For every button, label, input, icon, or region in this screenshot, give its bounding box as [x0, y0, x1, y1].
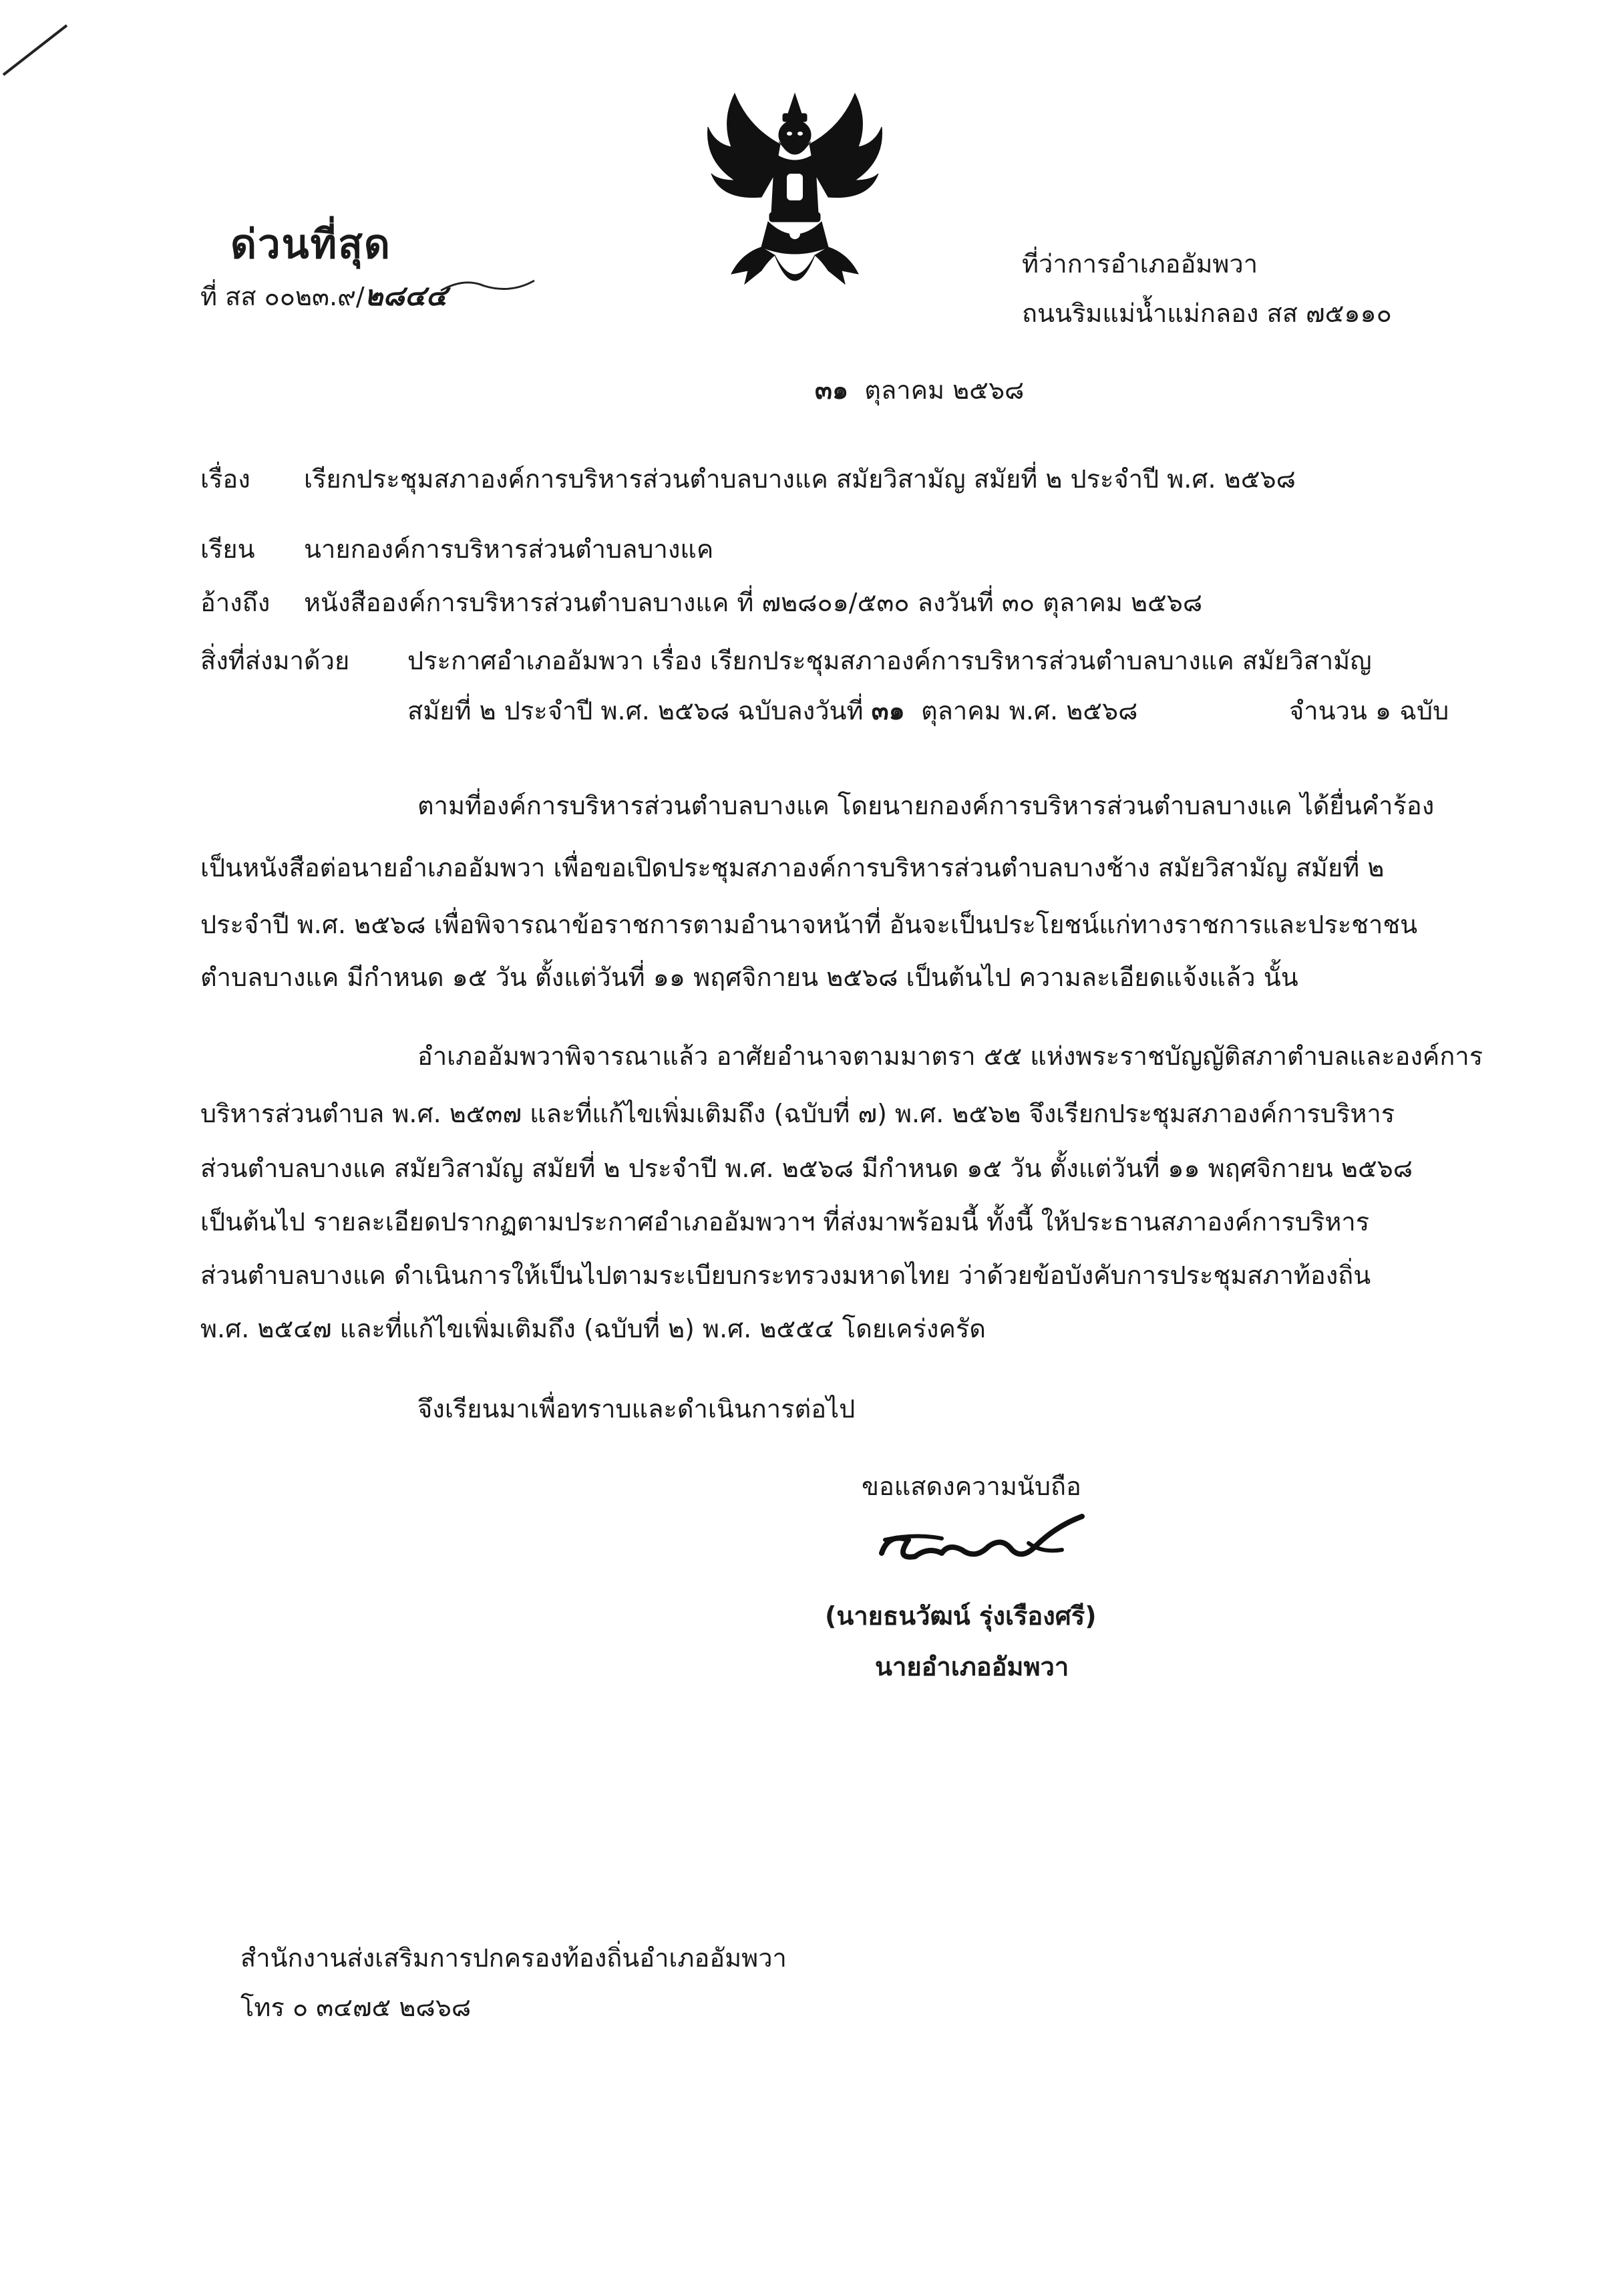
para2-line4: เป็นต้นไป รายละเอียดปรากฏตามประกาศอำเภออัมพวาฯ ที่ส่งมาพร้อมนี้ ทั้งนี้ ให้ประธานสภาองค์การบริหาร	[200, 1207, 1370, 1237]
reference-prefix: ที่ สส ๐๐๒๓.๙/	[200, 282, 365, 311]
para2-line6: พ.ศ. ๒๕๔๗ และที่แก้ไขเพิ่มเติมถึง (ฉบับที่ ๒) พ.ศ. ๒๕๕๔ โดยเคร่งครัด	[200, 1314, 986, 1343]
enclosure-day: ๓๑	[871, 696, 905, 725]
signer-title: นายอำเภออัมพวา	[875, 1652, 1069, 1681]
closing-regards: ขอแสดงความนับถือ	[862, 1472, 1081, 1501]
scan-mark	[0, 20, 73, 80]
reference-underline	[437, 274, 538, 294]
enclosure-count: จำนวน ๑ ฉบับ	[1289, 696, 1449, 725]
date-day: ๓๑	[815, 375, 849, 405]
recipient-label: เรียน	[200, 534, 255, 564]
office-name: ที่ว่าการอำเภออัมพวา	[1022, 249, 1258, 279]
letter-date	[815, 377, 1024, 403]
para2-line1: อำเภออัมพวาพิจารณาแล้ว อาศัยอำนาจตามมาตรา ๕๕ แห่งพระราชบัญญัติสภาตำบลและองค์การ	[417, 1041, 1483, 1071]
subject-text: เรียกประชุมสภาองค์การบริหารส่วนตำบลบางแค สมัยวิสามัญ สมัยที่ ๒ ประจำปี พ.ศ. ๒๕๖๘	[304, 464, 1296, 494]
para1-line3: ประจำปี พ.ศ. ๒๕๖๘ เพื่อพิจารณาข้อราชการตามอำนาจหน้าที่ อันจะเป็นประโยชน์แก่ทางราชการและประชาชน	[200, 910, 1418, 939]
recipient-text: นายกองค์การบริหารส่วนตำบลบางแค	[304, 534, 714, 564]
ref-text: หนังสือองค์การบริหารส่วนตำบลบางแค ที่ ๗๒๘๐๑/๕๓๐ ลงวันที่ ๓๐ ตุลาคม ๒๕๖๘	[304, 588, 1203, 617]
enclosure-text-b: ตุลาคม พ.ศ. ๒๕๖๘	[920, 696, 1138, 725]
subject-label: เรื่อง	[200, 464, 250, 494]
para2-line2: บริหารส่วนตำบล พ.ศ. ๒๕๓๗ และที่แก้ไขเพิ่มเติมถึง (ฉบับที่ ๗) พ.ศ. ๒๕๖๒ จึงเรียกประชุมสภาองค์การบริหาร	[200, 1099, 1395, 1128]
para1-line2: เป็นหนังสือต่อนายอำเภออัมพวา เพื่อขอเปิดประชุมสภาองค์การบริหารส่วนตำบลบางช้าง สมัยวิสามัญ สมัยที่ ๒	[200, 853, 1385, 882]
enclosure-line2	[407, 698, 1137, 723]
reference-number	[200, 279, 448, 312]
enclosure-text-a: สมัยที่ ๒ ประจำปี พ.ศ. ๒๕๖๘ ฉบับลงวันที่	[407, 696, 864, 725]
enclosure-label: สิ่งที่ส่งมาด้วย	[200, 646, 350, 675]
ref-label: อ้างถึง	[200, 588, 271, 617]
urgency-stamp: ด่วนที่สุด	[230, 221, 391, 268]
office-address: ถนนริมแม่น้ำแม่กลอง สส ๗๕๑๑๐	[1022, 299, 1392, 328]
date-month-year: ตุลาคม ๒๕๖๘	[864, 375, 1025, 405]
footer-phone: โทร ๐ ๓๔๗๕ ๒๘๖๘	[240, 1993, 472, 2022]
signature	[868, 1486, 1089, 1573]
enclosure-line1: ประกาศอำเภออัมพวา เรื่อง เรียกประชุมสภาองค์การบริหารส่วนตำบลบางแค สมัยวิสามัญ	[407, 646, 1372, 675]
para2-line5: ส่วนตำบลบางแค ดำเนินการให้เป็นไปตามระเบียบกระทรวงมหาดไทย ว่าด้วยข้อบังคับการประชุมสภาท้องถิ่น	[200, 1261, 1371, 1290]
para3-text: จึงเรียนมาเพื่อทราบและดำเนินการต่อไป	[417, 1394, 856, 1424]
para1-line4: ตำบลบางแค มีกำหนด ๑๕ วัน ตั้งแต่วันที่ ๑๑ พฤศจิกายน ๒๕๖๘ เป็นต้นไป ความละเอียดแจ้งแล้ว นั้น	[200, 963, 1298, 992]
signer-name: (นายธนวัฒน์ รุ่งเรืองศรี)	[825, 1601, 1097, 1631]
para1-line1: ตามที่องค์การบริหารส่วนตำบลบางแค โดยนายกองค์การบริหารส่วนตำบลบางแค ได้ยื่นคำร้อง	[417, 791, 1435, 820]
reference-handwritten: ๒๘๔๔	[364, 279, 448, 312]
para2-line3: ส่วนตำบลบางแค สมัยวิสามัญ สมัยที่ ๒ ประจำปี พ.ศ. ๒๕๖๘ มีกำหนด ๑๕ วัน ตั้งแต่วันที่ ๑๑ พฤศจิกายน ๒๕๖๘	[200, 1154, 1413, 1183]
garuda-emblem	[695, 80, 895, 301]
footer-unit: สำนักงานส่งเสริมการปกครองท้องถิ่นอำเภออัมพวา	[240, 1943, 787, 1973]
